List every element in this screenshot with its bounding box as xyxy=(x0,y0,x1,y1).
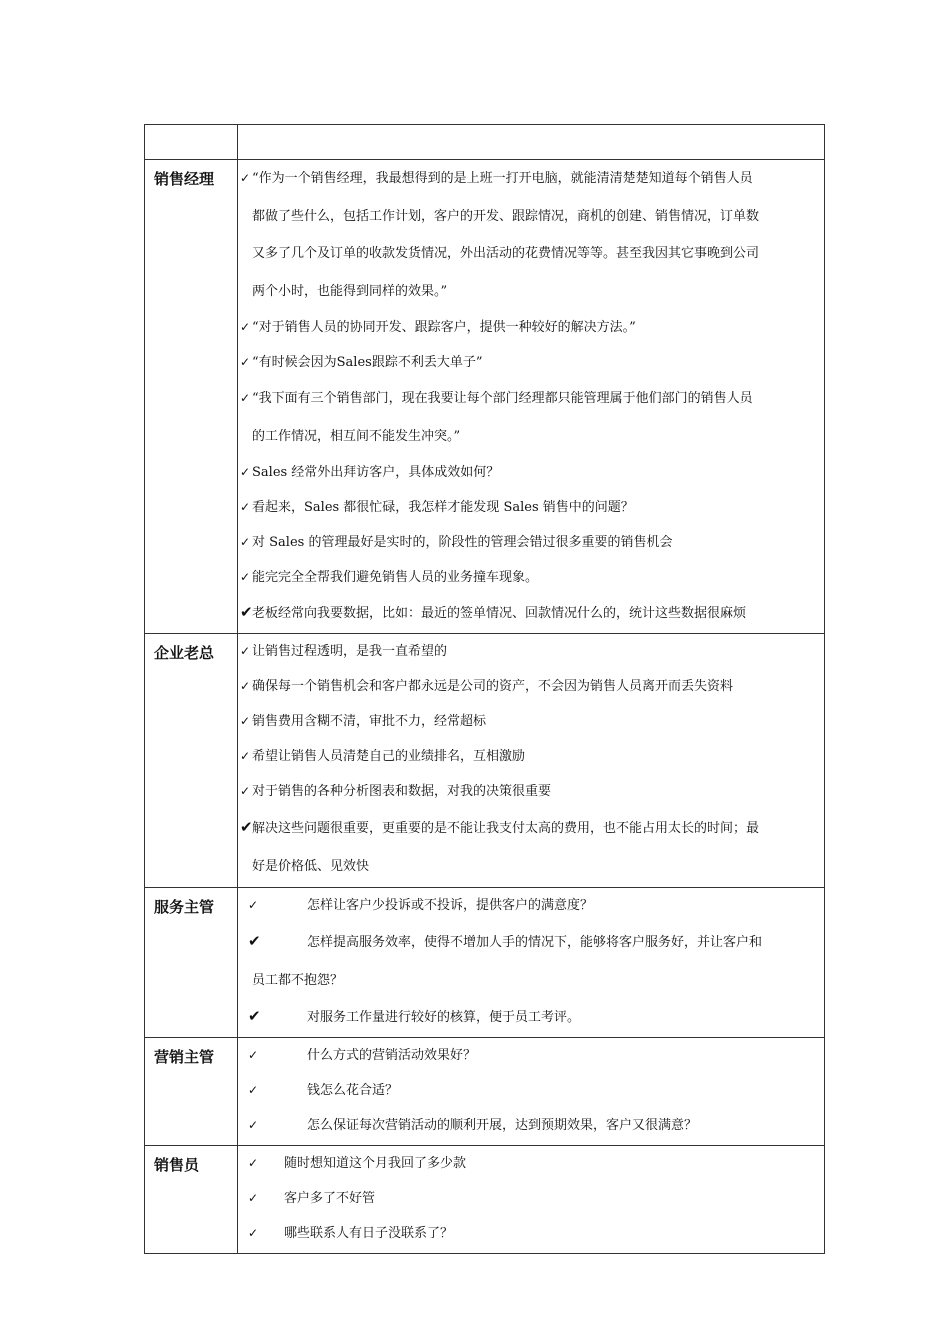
role-label: 营销主管 xyxy=(154,1048,215,1066)
list-item: ✓ “有时候会因为Sales跟踪不利丢大单子” xyxy=(240,345,820,380)
check-icon: ✓ xyxy=(248,1048,259,1062)
list-item-continuation: 两个小时，也能得到同样的效果。” xyxy=(252,283,448,299)
header-cell-needs xyxy=(238,125,825,160)
check-icon: ✓ xyxy=(240,171,251,185)
check-icon: ✓ xyxy=(240,391,251,405)
list-item: ✔解决这些问题很重要，更重要的是不能让我支付太高的费用，也不能占用太长的时间；最 xyxy=(240,809,820,848)
role-cell xyxy=(145,160,238,634)
check-icon: ✓ xyxy=(240,465,251,479)
list-item: ✓ 希望让销售人员清楚自己的业绩排名，互相激励 xyxy=(240,739,820,774)
list-item: ✓ “我下面有三个销售部门，现在我要让每个部门经理都只能管理属于他们部门的销售人员 xyxy=(240,380,820,418)
requirements-table xyxy=(144,124,825,1254)
list-item: ✓ 让销售过程透明，是我一直希望的 xyxy=(240,634,820,669)
check-icon: ✓ xyxy=(248,1156,259,1170)
check-icon: ✓ xyxy=(240,784,251,798)
list-item: ✓ 怎样让客户少投诉或不投诉，提供客户的满意度？ xyxy=(240,888,820,923)
list-item: ✓ 钱怎么花合适？ xyxy=(240,1073,820,1108)
list-item-continuation: 员工都不抱怨？ xyxy=(252,972,344,988)
needs-cell xyxy=(238,1146,825,1254)
table-row xyxy=(145,634,825,888)
check-icon: ✓ xyxy=(240,570,251,584)
list-item: ✔老板经常向我要数据，比如：最近的签单情况、回款情况什么的，统计这些数据很麻烦 xyxy=(240,595,820,631)
check-icon: ✔ xyxy=(248,1007,261,1025)
list-item: ✓ 哪些联系人有日子没联系了？ xyxy=(240,1216,820,1251)
check-icon: ✓ xyxy=(240,679,251,693)
table-row xyxy=(145,160,825,634)
role-cell xyxy=(145,1146,238,1254)
check-icon: ✓ xyxy=(248,1191,259,1205)
role-cell xyxy=(145,888,238,1038)
check-icon: ✓ xyxy=(240,749,251,763)
list-item: ✓ 对于销售的各种分析图表和数据，对我的决策很重要 xyxy=(240,774,820,809)
check-icon: ✔ xyxy=(240,603,253,621)
list-item: ✓ 怎么保证每次营销活动的顺利开展，达到预期效果，客户又很满意？ xyxy=(240,1108,820,1143)
table-row xyxy=(145,1146,825,1254)
role-cell xyxy=(145,634,238,888)
list-item-continuation: 的工作情况，相互间不能发生冲突。” xyxy=(252,428,461,444)
list-item: ✓ 随时想知道这个月我回了多少款 xyxy=(240,1146,820,1181)
check-icon: ✓ xyxy=(240,355,251,369)
list-item: ✓ 销售费用含糊不清，审批不力，经常超标 xyxy=(240,704,820,739)
list-item-continuation: 好是价格低、见效快 xyxy=(252,858,370,874)
check-icon: ✔ xyxy=(240,818,253,836)
needs-cell xyxy=(238,160,825,634)
list-item: ✓ 能完完全全帮我们避免销售人员的业务撞车现象。 xyxy=(240,560,820,595)
needs-cell xyxy=(238,634,825,888)
table-header-row xyxy=(145,125,825,160)
check-icon: ✓ xyxy=(240,320,251,334)
list-item: ✓ 对 Sales 的管理最好是实时的，阶段性的管理会错过很多重要的销售机会 xyxy=(240,525,820,560)
role-cell xyxy=(145,1038,238,1146)
list-item: ✓ 什么方式的营销活动效果好？ xyxy=(240,1038,820,1073)
list-item-continuation: 都做了些什么，包括工作计划，客户的开发、跟踪情况，商机的创建、销售情况，订单数 xyxy=(252,208,760,224)
list-item: ✓ 客户多了不好管 xyxy=(240,1181,820,1216)
list-item: ✔ 对服务工作量进行较好的核算，便于员工考评。 xyxy=(240,999,820,1035)
role-label: 服务主管 xyxy=(154,898,215,916)
list-item: ✓ “对于销售人员的协同开发、跟踪客户，提供一种较好的解决方法。” xyxy=(240,310,820,345)
check-icon: ✓ xyxy=(248,898,259,912)
list-item: ✓ “作为一个销售经理，我最想得到的是上班一打开电脑，就能清清楚楚知道每个销售人员 xyxy=(240,160,820,198)
check-icon: ✓ xyxy=(240,535,251,549)
check-icon: ✓ xyxy=(240,500,251,514)
check-icon: ✓ xyxy=(248,1226,259,1240)
table-row xyxy=(145,888,825,1038)
list-item: ✓ Sales 经常外出拜访客户，具体成效如何？ xyxy=(240,455,820,490)
role-label: 销售员 xyxy=(154,1156,200,1174)
list-item: ✓ 确保每一个销售机会和客户都永远是公司的资产，不会因为销售人员离开而丢失资料 xyxy=(240,669,820,704)
list-item: ✔ 怎样提高服务效率，使得不增加人手的情况下，能够将客户服务好，并让客户和 xyxy=(240,923,820,962)
check-icon: ✓ xyxy=(248,1118,259,1132)
check-icon: ✔ xyxy=(248,932,261,950)
role-label: 销售经理 xyxy=(154,170,215,188)
needs-cell xyxy=(238,1038,825,1146)
list-item-continuation: 又多了几个及订单的收款发货情况，外出活动的花费情况等等。甚至我因其它事晚到公司 xyxy=(252,246,760,261)
header-cell-role xyxy=(145,125,238,160)
check-icon: ✓ xyxy=(248,1083,259,1097)
list-item: ✓ 看起来，Sales 都很忙碌，我怎样才能发现 Sales 销售中的问题？ xyxy=(240,490,820,525)
check-icon: ✓ xyxy=(240,644,251,658)
needs-cell xyxy=(238,888,825,1038)
check-icon: ✓ xyxy=(240,714,251,728)
table-row xyxy=(145,1038,825,1146)
role-label: 企业老总 xyxy=(154,644,215,662)
